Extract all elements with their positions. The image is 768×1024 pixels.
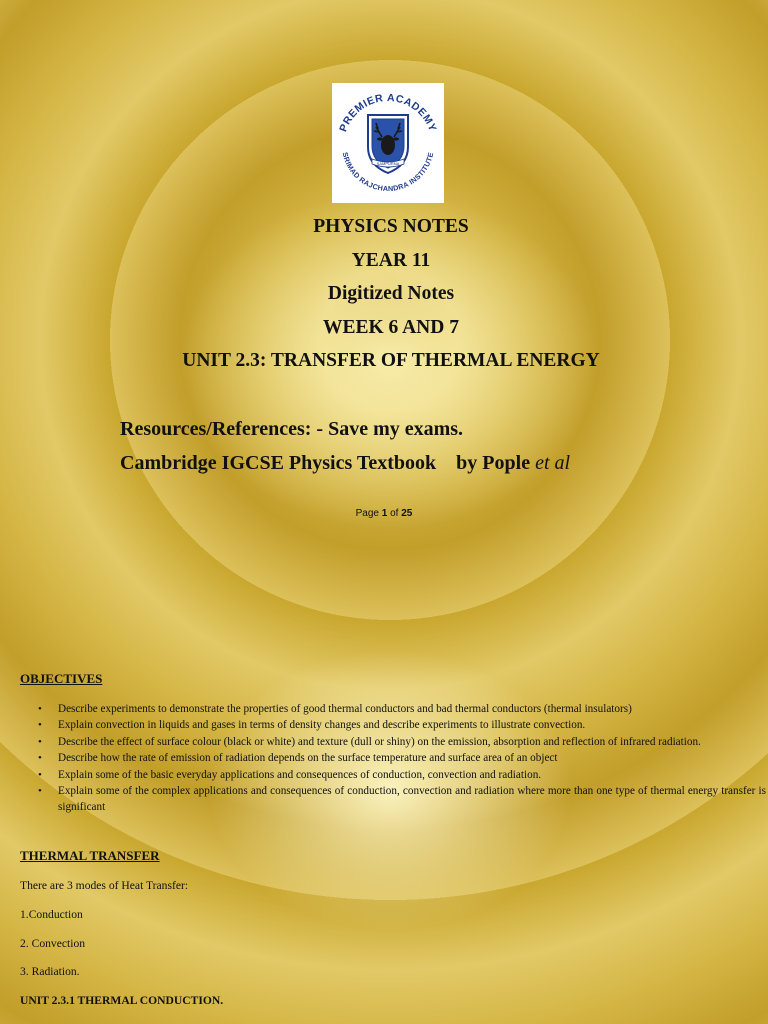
list-item: • Explain some of the complex applications and consequences of conduction, convection and radiation where more than one type of thermal energy transfer is significant: [36, 783, 766, 816]
page-number-total: 25: [401, 508, 413, 519]
heat-transfer-intro: There are 3 modes of Heat Transfer:: [20, 879, 189, 892]
unit-title: UNIT 2.3: TRANSFER OF THERMAL ENERGY: [182, 350, 600, 372]
references-line-2: [120, 446, 570, 480]
mode-convection: 2. Convection: [20, 937, 86, 950]
objectives-list: [36, 701, 766, 816]
objectives-heading: OBJECTIVES: [20, 671, 103, 686]
page-number-current: 1: [381, 508, 388, 519]
thermal-transfer-heading: THERMAL TRANSFER: [20, 848, 160, 863]
svg-text:SAMPURNA: SAMPURNA: [376, 161, 400, 166]
textbook-reference: Cambridge IGCSE Physics Textbook by Pople: [120, 452, 531, 474]
references: [120, 412, 570, 480]
school-logo: [332, 83, 444, 203]
subject-title: PHYSICS NOTES: [313, 216, 469, 237]
crest-icon: [332, 83, 444, 203]
et-al-text: et al: [535, 452, 571, 474]
list-item: • Describe the effect of surface colour (black or white) and texture (dull or shiny) on the emission, absorption and reflection of infrared radiation.: [36, 734, 766, 750]
page-number: [0, 508, 768, 519]
list-item: • Explain some of the basic everyday applications and consequences of conduction, convection and radiation.: [36, 767, 766, 783]
page-number-prefix: Page: [355, 508, 379, 519]
svg-text:PREMIER ACADEMY: PREMIER ACADEMY: [337, 91, 439, 134]
list-item: • Describe how the rate of emission of radiation depends on the surface temperature and surface area of an object: [36, 750, 766, 766]
list-item: • Describe experiments to demonstrate the properties of good thermal conductors and bad thermal conductors (thermal insulators): [36, 701, 766, 717]
title-block: [0, 210, 768, 378]
notes-type-title: Digitized Notes: [327, 283, 455, 305]
thermal-conduction-subheading: UNIT 2.3.1 THERMAL CONDUCTION.: [20, 994, 224, 1007]
page-number-of: of: [390, 508, 399, 519]
week-title: WEEK 6 AND 7: [323, 316, 459, 338]
list-item: • Explain convection in liquids and gases in terms of density changes and describe experiments to illustrate convection.: [36, 717, 766, 733]
mode-radiation: 3. Radiation.: [20, 965, 80, 978]
mode-conduction: 1.Conduction: [20, 908, 83, 921]
year-title: YEAR 11: [351, 249, 431, 271]
references-line-1: Resources/References: - Save my exams.: [120, 418, 464, 440]
svg-text:SRIMAD RAJCHANDRA INSTITUTE: SRIMAD RAJCHANDRA INSTITUTE: [340, 151, 436, 194]
